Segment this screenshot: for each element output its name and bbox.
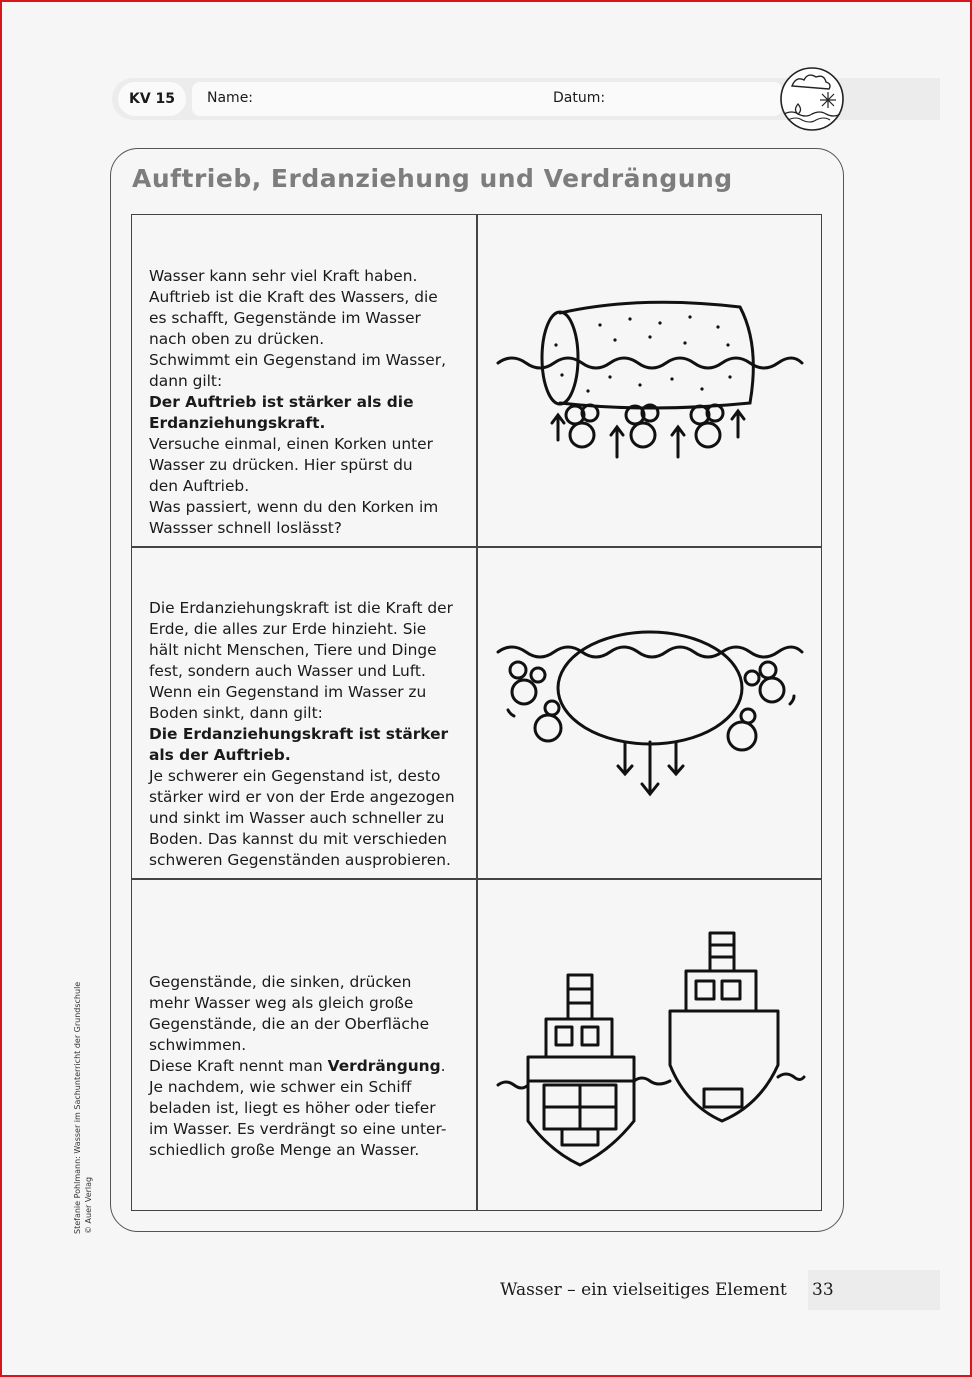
verdraengung-explanation: Je nachdem, wie schwer ein Schiff beladen ist, liegt es höher oder tiefer im Wasser. Es verdrängt so eine unter- schiedlich große Menge an Wasser. — [149, 1078, 447, 1159]
auftrieb-experiment: Versuche einmal, einen Korken unter Wasser zu drücken. Hier spürst du den Auftrieb. Was passiert, wenn du den Korken im Wassser schnell loslässt? — [149, 435, 439, 537]
auftrieb-text — [149, 245, 459, 539]
sinking-stone-illustration — [490, 620, 810, 810]
erdanziehung-text — [149, 577, 459, 871]
date-label: Datum: — [553, 90, 606, 106]
name-date-field — [192, 82, 782, 116]
erdanziehung-explanation: Je schwerer ein Gegenstand ist, desto stärker wird er von der Erde angezogen und sinkt im Wasser auch schneller zu Boden. Das kannst du mit verschieden schweren Gegenständen ausprobieren. — [149, 767, 455, 869]
erdanziehung-rule: Die Erdanziehungskraft ist stärker als der Auftrieb. — [149, 725, 449, 764]
worksheet-title: Auftrieb, Erdanziehung und Verdrängung — [132, 164, 733, 193]
table-row-divider — [131, 546, 822, 548]
copyright-credit — [72, 982, 94, 1234]
credit-publisher: © Auer Verlag — [84, 1176, 93, 1234]
table-row-divider — [131, 878, 822, 880]
book-title: Wasser – ein vielseitiges Element — [500, 1280, 787, 1300]
worksheet-number: KV 15 — [118, 82, 186, 116]
verdraengung-intro: Gegenstände, die sinken, drücken mehr Wasser weg als gleich große Gegenstände, die an der Oberfläche schwimmen. — [149, 973, 430, 1054]
credit-author: Stefanie Pohlmann: Wasser im Sachunterricht der Grundschule — [73, 981, 82, 1234]
verdraengung-text — [149, 951, 459, 1161]
verdraengung-lead: Diese Kraft nennt man — [149, 1057, 328, 1075]
verdraengung-term: Verdrängung — [327, 1057, 441, 1075]
name-label: Name: — [207, 90, 254, 106]
erdanziehung-intro: Die Erdanziehungskraft ist die Kraft der Erde, die alles zur Erde hinzieht. Sie hält nicht Menschen, Tiere und Dinge fest, sondern auch Wasser und Luft. Wenn ein Gegenstand im Wasser zu Boden sinkt, dann gilt: — [149, 599, 453, 722]
water-cycle-logo-icon — [778, 64, 846, 134]
table-column-divider — [476, 214, 478, 1211]
ships-displacement-illustration — [490, 925, 810, 1175]
verdraengung-period: . — [440, 1057, 446, 1075]
page-number: 33 — [812, 1280, 834, 1300]
auftrieb-intro: Wasser kann sehr viel Kraft haben. Auftrieb ist die Kraft des Wassers, die es schafft, Gegenstände im Wasser nach oben zu drücken. Schwimmt ein Gegenstand im Wasser, dann gilt: — [149, 267, 446, 390]
auftrieb-rule: Der Auftrieb ist stärker als die Erdanziehungskraft. — [149, 393, 414, 432]
floating-cork-illustration — [490, 285, 810, 465]
